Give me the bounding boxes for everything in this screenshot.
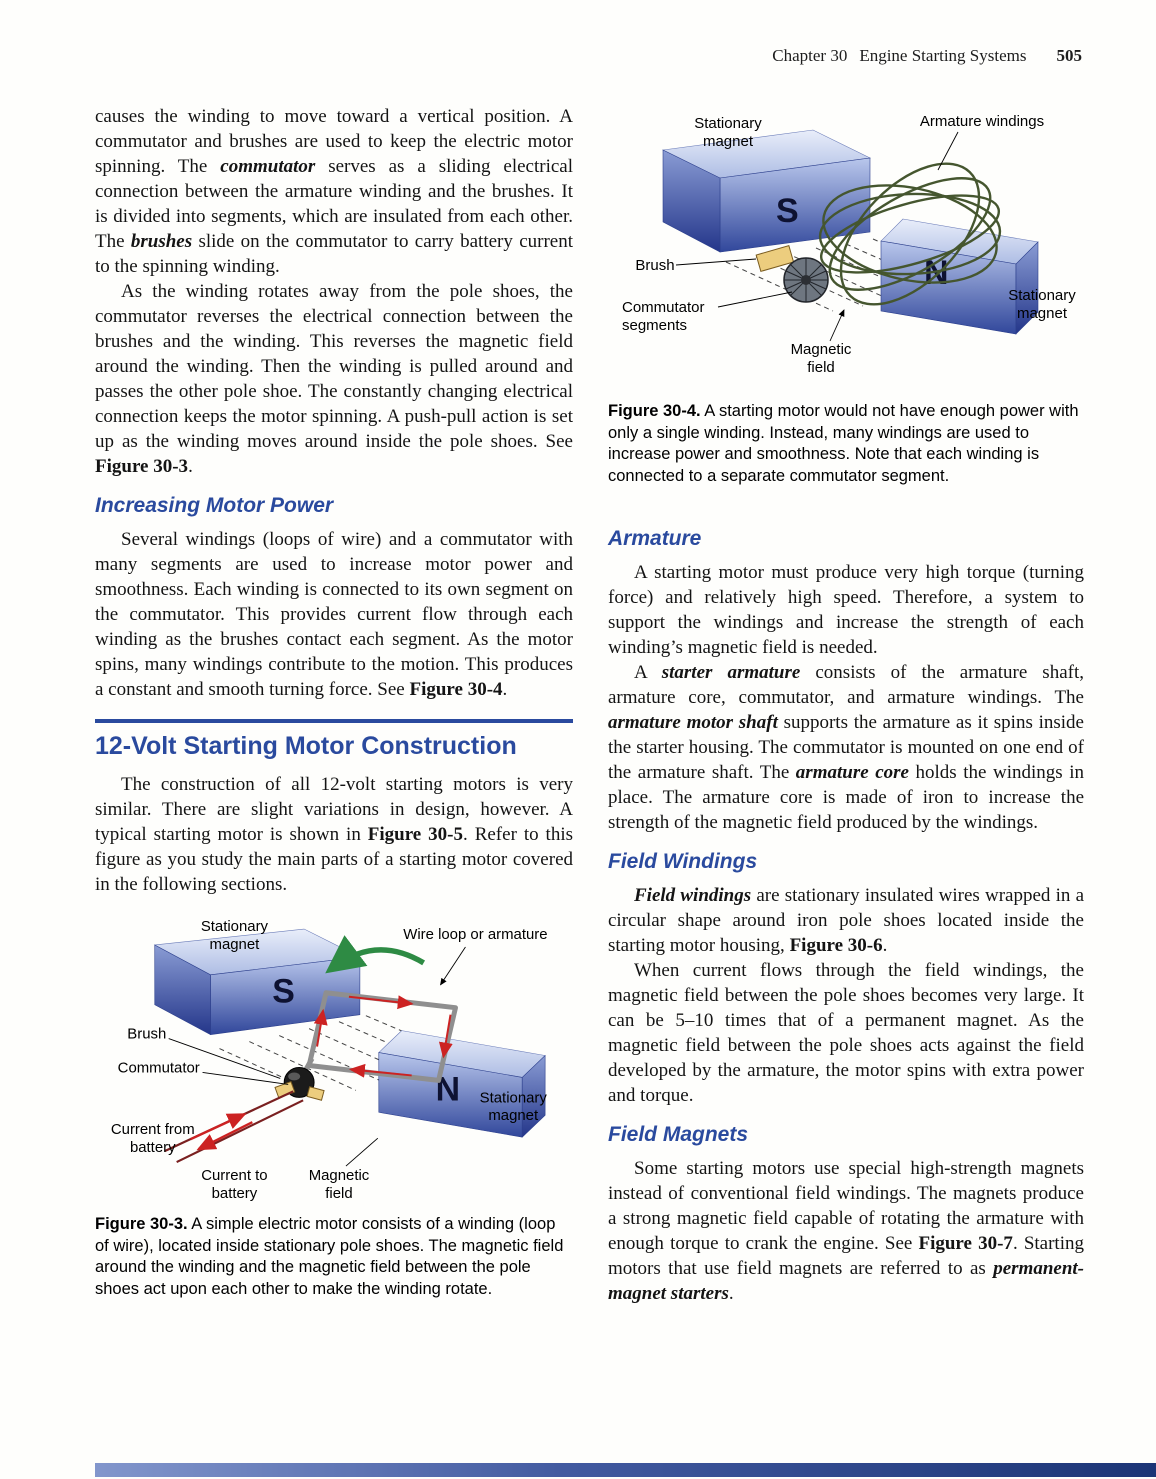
body-paragraph: The construction of all 12-volt starting motors is very similar. There are slight variations in design, however. A typical starting motor is shown in Figure 30-5. Refer to this figure as you study the main parts of a starting motor covered in the following sections. bbox=[95, 774, 573, 895]
n-pole-letter: N bbox=[924, 254, 949, 292]
subsection-heading-increasing-motor-power: Increasing Motor Power bbox=[95, 494, 334, 517]
page-number: 505 bbox=[1056, 46, 1082, 65]
label-commutator-segments: Commutator bbox=[622, 299, 705, 316]
label-current-to-battery: Current to bbox=[201, 1166, 268, 1184]
commutator-segments bbox=[784, 258, 828, 302]
label-brush: Brush bbox=[635, 257, 675, 274]
label-stationary-magnet-top: Stationary bbox=[200, 918, 269, 936]
label-magnetic-field: Magnetic bbox=[790, 341, 852, 358]
figure-30-3 bbox=[95, 909, 573, 1300]
subsection-heading-armature: Armature bbox=[608, 527, 702, 550]
footer-bar bbox=[95, 1463, 1156, 1477]
left-column bbox=[95, 104, 573, 1300]
figure-30-4 bbox=[608, 104, 1084, 487]
section-divider-rule bbox=[95, 719, 573, 723]
label-wire-loop: Wire loop or armature bbox=[403, 926, 548, 943]
svg-text:magnet: magnet bbox=[702, 133, 754, 150]
label-commutator: Commutator bbox=[117, 1059, 200, 1077]
label-stationary-magnet-top: Stationary bbox=[694, 115, 762, 132]
figure-30-4-diagram bbox=[608, 104, 1082, 389]
s-pole-letter: S bbox=[272, 972, 295, 1011]
svg-text:magnet: magnet bbox=[488, 1107, 539, 1125]
svg-text:battery: battery bbox=[129, 1139, 176, 1157]
body-paragraph: A starting motor must produce very high torque (turning force) and relatively high speed. Therefore, a system to support the windings and increase the strength of each winding’s magnetic field is needed. bbox=[608, 562, 1084, 658]
svg-text:battery: battery bbox=[211, 1184, 258, 1202]
body-paragraph: When current flows through the field windings, the magnetic field between the pole shoes becomes very large. It can be 5–10 times that of a permanent magnet. As the magnetic field between the pole shoes acts against the field developed by the armature, the motor spins with extra power and torque. bbox=[608, 960, 1084, 1106]
figure-30-3-diagram bbox=[95, 909, 573, 1208]
svg-text:field: field bbox=[325, 1184, 353, 1202]
chapter-title: Engine Starting Systems bbox=[859, 46, 1027, 65]
subsection-heading-field-magnets: Field Magnets bbox=[608, 1123, 749, 1146]
body-paragraph: As the winding rotates away from the pole shoes, the commutator reverses the electrical connection between the brushes and the winding. This reverses the magnetic field around the winding. Then the winding is pulled around and passes the other pole shoe. The constantly changing electrical connection keeps the motor spinning. A push-pull action is set up as the winding moves around inside the pole shoes. See Figure 30-3. bbox=[95, 281, 573, 477]
svg-text:magnet: magnet bbox=[209, 935, 260, 953]
body-paragraph: Several windings (loops of wire) and a commutator with many segments are used to increase motor power and smoothness. Each winding is connected to its own segment on the commutator. This provides current flow through each winding as the brushes contact each segment. As the motor spins, many windings contribute to the motion. This produces a constant and smooth turning force. See Figure 30-4. bbox=[95, 529, 573, 700]
figure-30-3-caption: Figure 30-3. A simple electric motor consists of a winding (loop of wire), located inside stationary pole shoes. The magnetic field around the winding and the magnetic field between the pole shoes act upon each other to make the winding rotate. bbox=[95, 1215, 564, 1298]
label-stationary-magnet-right: Stationary bbox=[1008, 287, 1076, 304]
body-paragraph: Field windings are stationary insulated wires wrapped in a circular shape around iron pole shoes located inside the starting motor housing, Figure 30-6. bbox=[608, 885, 1085, 956]
chapter-label: Chapter 30 bbox=[772, 46, 848, 65]
battery-current-arrows bbox=[191, 1114, 253, 1149]
svg-text:field: field bbox=[807, 359, 835, 376]
right-column bbox=[608, 104, 1084, 1306]
stationary-magnet-n bbox=[881, 219, 1038, 334]
figure-30-4-caption: Figure 30-4. A starting motor would not have enough power with only a single winding. Instead, many windings are used to increase power and smoothness. Note that each winding is connected to a separate commutator segment. bbox=[608, 402, 1079, 485]
section-heading-12-volt-starting-motor-construction: 12-Volt Starting Motor Construction bbox=[95, 732, 517, 760]
label-stationary-magnet-right: Stationary bbox=[479, 1089, 547, 1107]
running-head bbox=[772, 46, 1082, 66]
svg-text:segments: segments bbox=[622, 317, 688, 334]
svg-text:magnet: magnet bbox=[1016, 305, 1068, 322]
n-pole-letter: N bbox=[435, 1070, 461, 1109]
body-paragraph: causes the winding to move toward a vertical position. A commutator and brushes are used to keep the electric motor spinning. The commutator serves as a sliding electrical connection between the armature winding and the brushes. It is divided into segments, which are insulated from each other. The brushes slide on the commutator to carry battery current to the spinning winding. bbox=[95, 106, 573, 277]
label-brush: Brush bbox=[127, 1025, 167, 1043]
body-paragraph: Some starting motors use special high-strength magnets instead of conventional field windings. The magnets produce a strong magnetic field capable of rotating the armature with enough torque to crank the engine. See Figure 30-7. Starting motors that use field magnets are referred to as permanent-magnet starters. bbox=[608, 1158, 1084, 1304]
label-current-from-battery: Current from bbox=[110, 1121, 195, 1139]
label-armature-windings: Armature windings bbox=[919, 113, 1045, 130]
subsection-heading-field-windings: Field Windings bbox=[608, 850, 758, 873]
body-paragraph: A starter armature consists of the armature shaft, armature core, commutator, and armature windings. The armature motor shaft supports the armature as it spins inside the starter housing. The commutator is mounted on one end of the armature shaft. The armature core holds the windings in place. The armature core is made of iron to increase the strength of the magnetic field produced by the windings. bbox=[608, 662, 1084, 833]
label-magnetic-field: Magnetic bbox=[308, 1166, 370, 1184]
s-pole-letter: S bbox=[776, 192, 799, 230]
